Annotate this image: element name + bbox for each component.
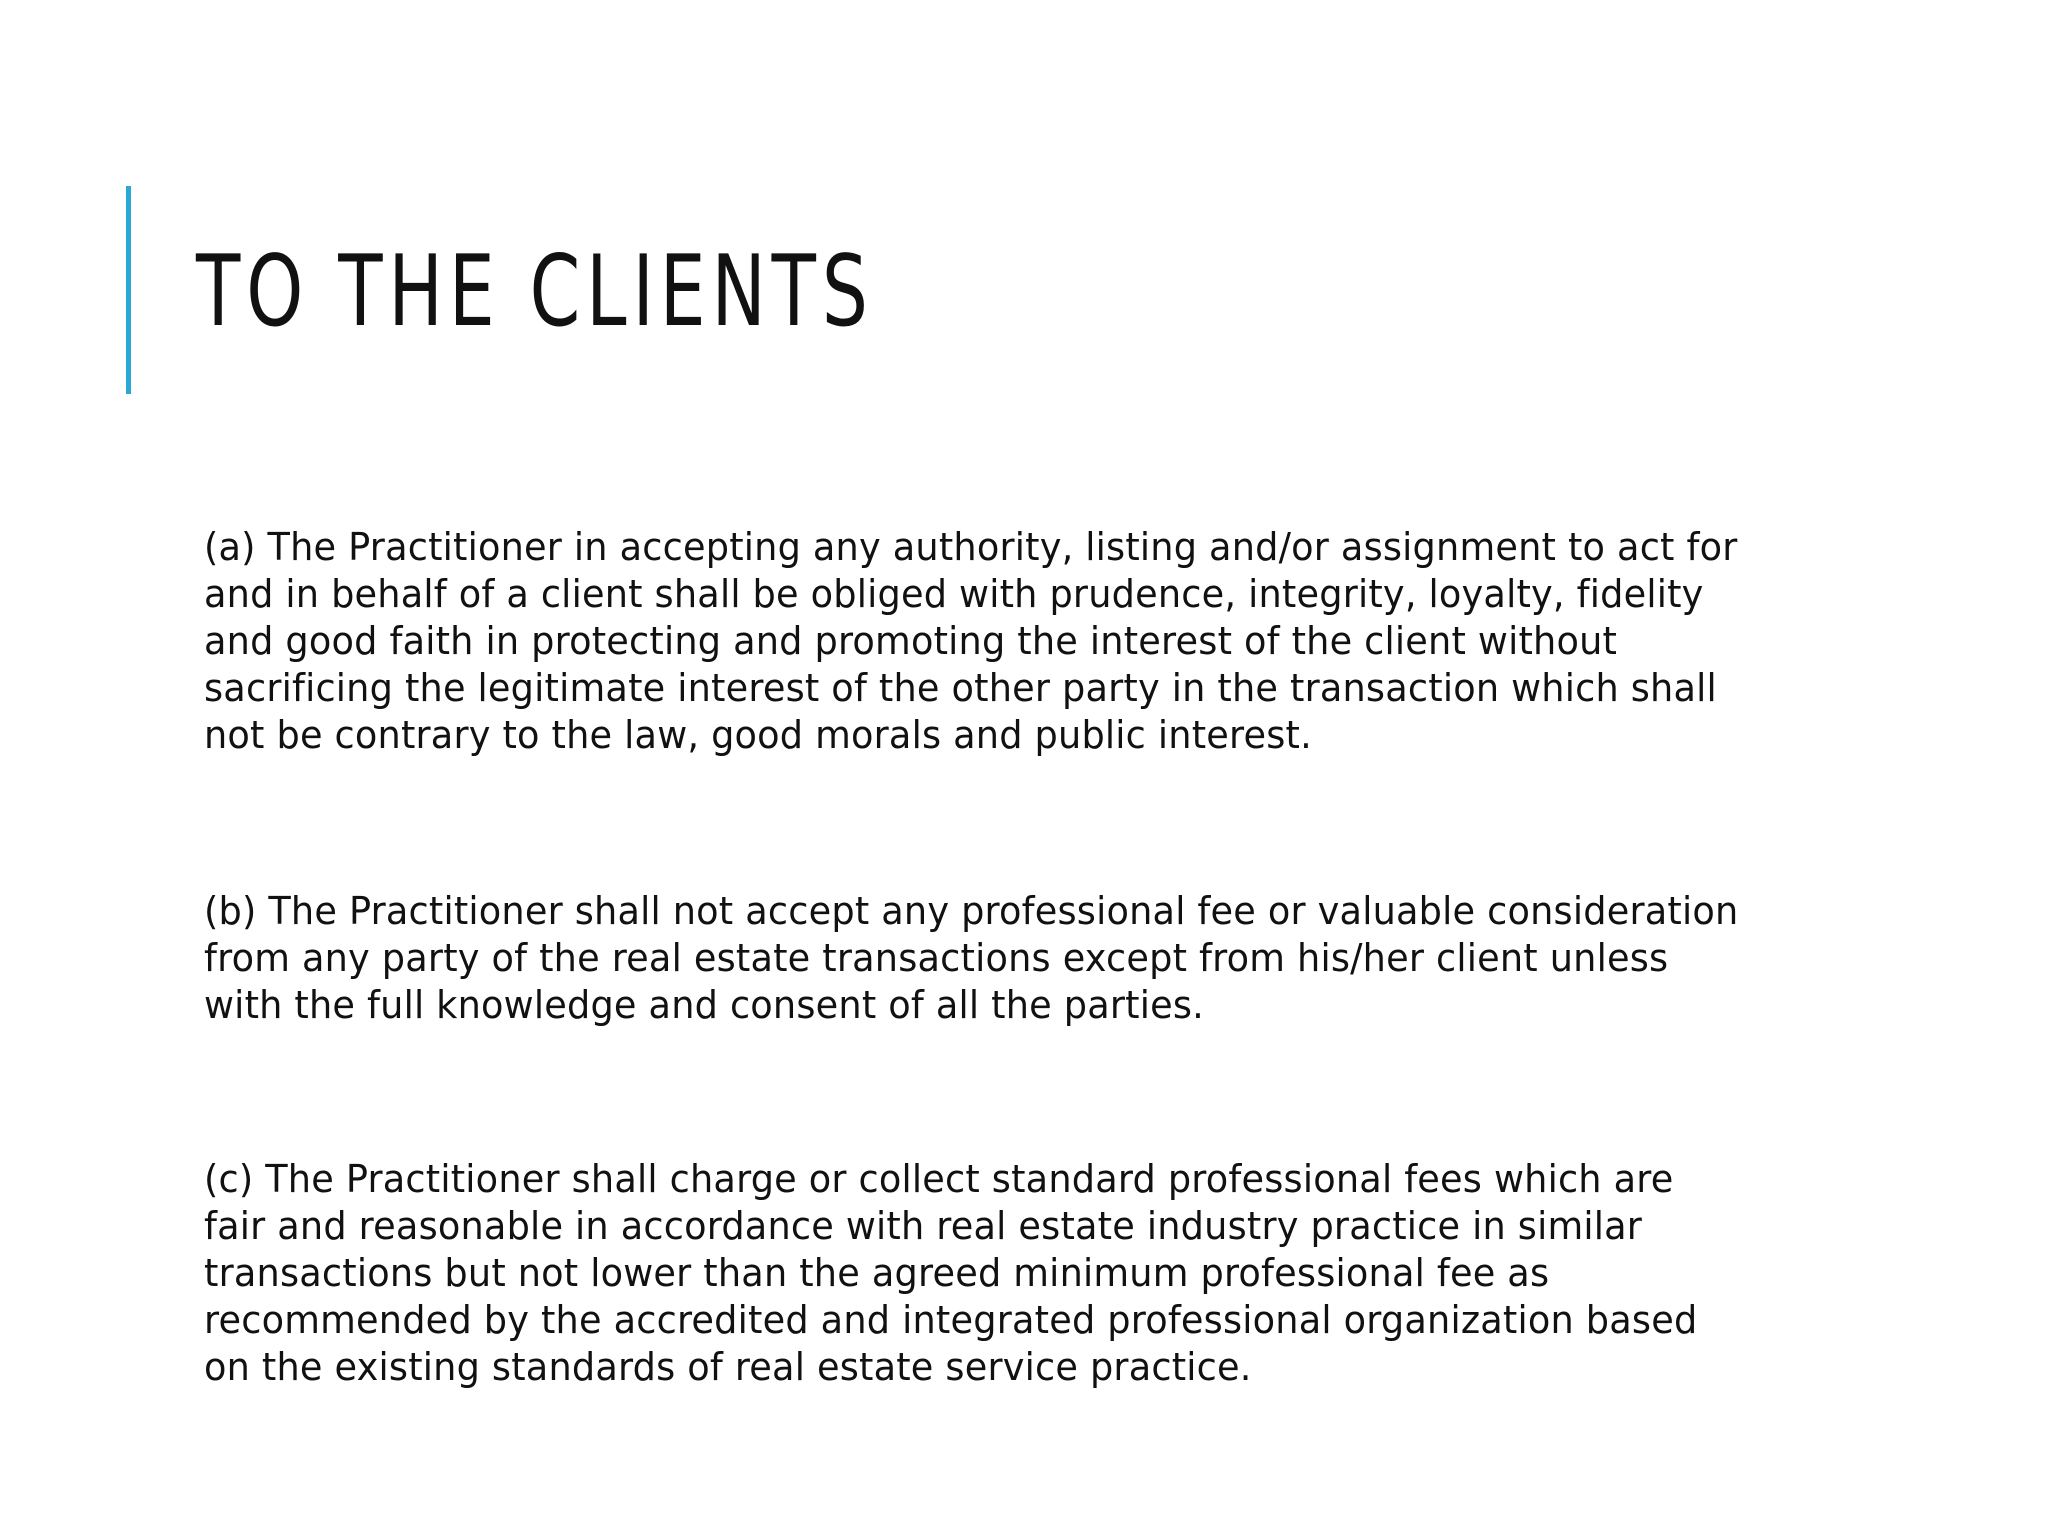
paragraph-line: and in behalf of a client shall be obliged with prudence, integrity, loyalty, fidelity xyxy=(204,572,1704,616)
paragraph-line: transactions but not lower than the agreed minimum professional fee as xyxy=(204,1251,1550,1295)
paragraph-c xyxy=(204,1156,1697,1391)
paragraph-line: (b) The Practitioner shall not accept any professional fee or valuable consideration xyxy=(204,889,1739,933)
paragraph-line: and good faith in protecting and promoting the interest of the client without xyxy=(204,619,1618,663)
paragraph-line: sacrificing the legitimate interest of the other party in the transaction which shall xyxy=(204,666,1717,710)
paragraph-a xyxy=(204,524,1737,759)
paragraph-line: (a) The Practitioner in accepting any authority, listing and/or assignment to act for xyxy=(204,525,1738,569)
paragraph-line: not be contrary to the law, good morals and public interest. xyxy=(204,713,1312,757)
slide-title: TO THE CLIENTS xyxy=(196,235,874,349)
paragraph-line: with the full knowledge and consent of all the parties. xyxy=(204,983,1204,1027)
title-accent-bar xyxy=(126,186,131,394)
paragraph-b xyxy=(204,888,1738,1029)
paragraph-line: fair and reasonable in accordance with real estate industry practice in similar xyxy=(204,1204,1643,1248)
paragraph-line: from any party of the real estate transactions except from his/her client unless xyxy=(204,936,1669,980)
paragraph-line: on the existing standards of real estate service practice. xyxy=(204,1345,1252,1389)
paragraph-line: (c) The Practitioner shall charge or collect standard professional fees which are xyxy=(204,1157,1674,1201)
paragraph-line: recommended by the accredited and integrated professional organization based xyxy=(204,1298,1698,1342)
